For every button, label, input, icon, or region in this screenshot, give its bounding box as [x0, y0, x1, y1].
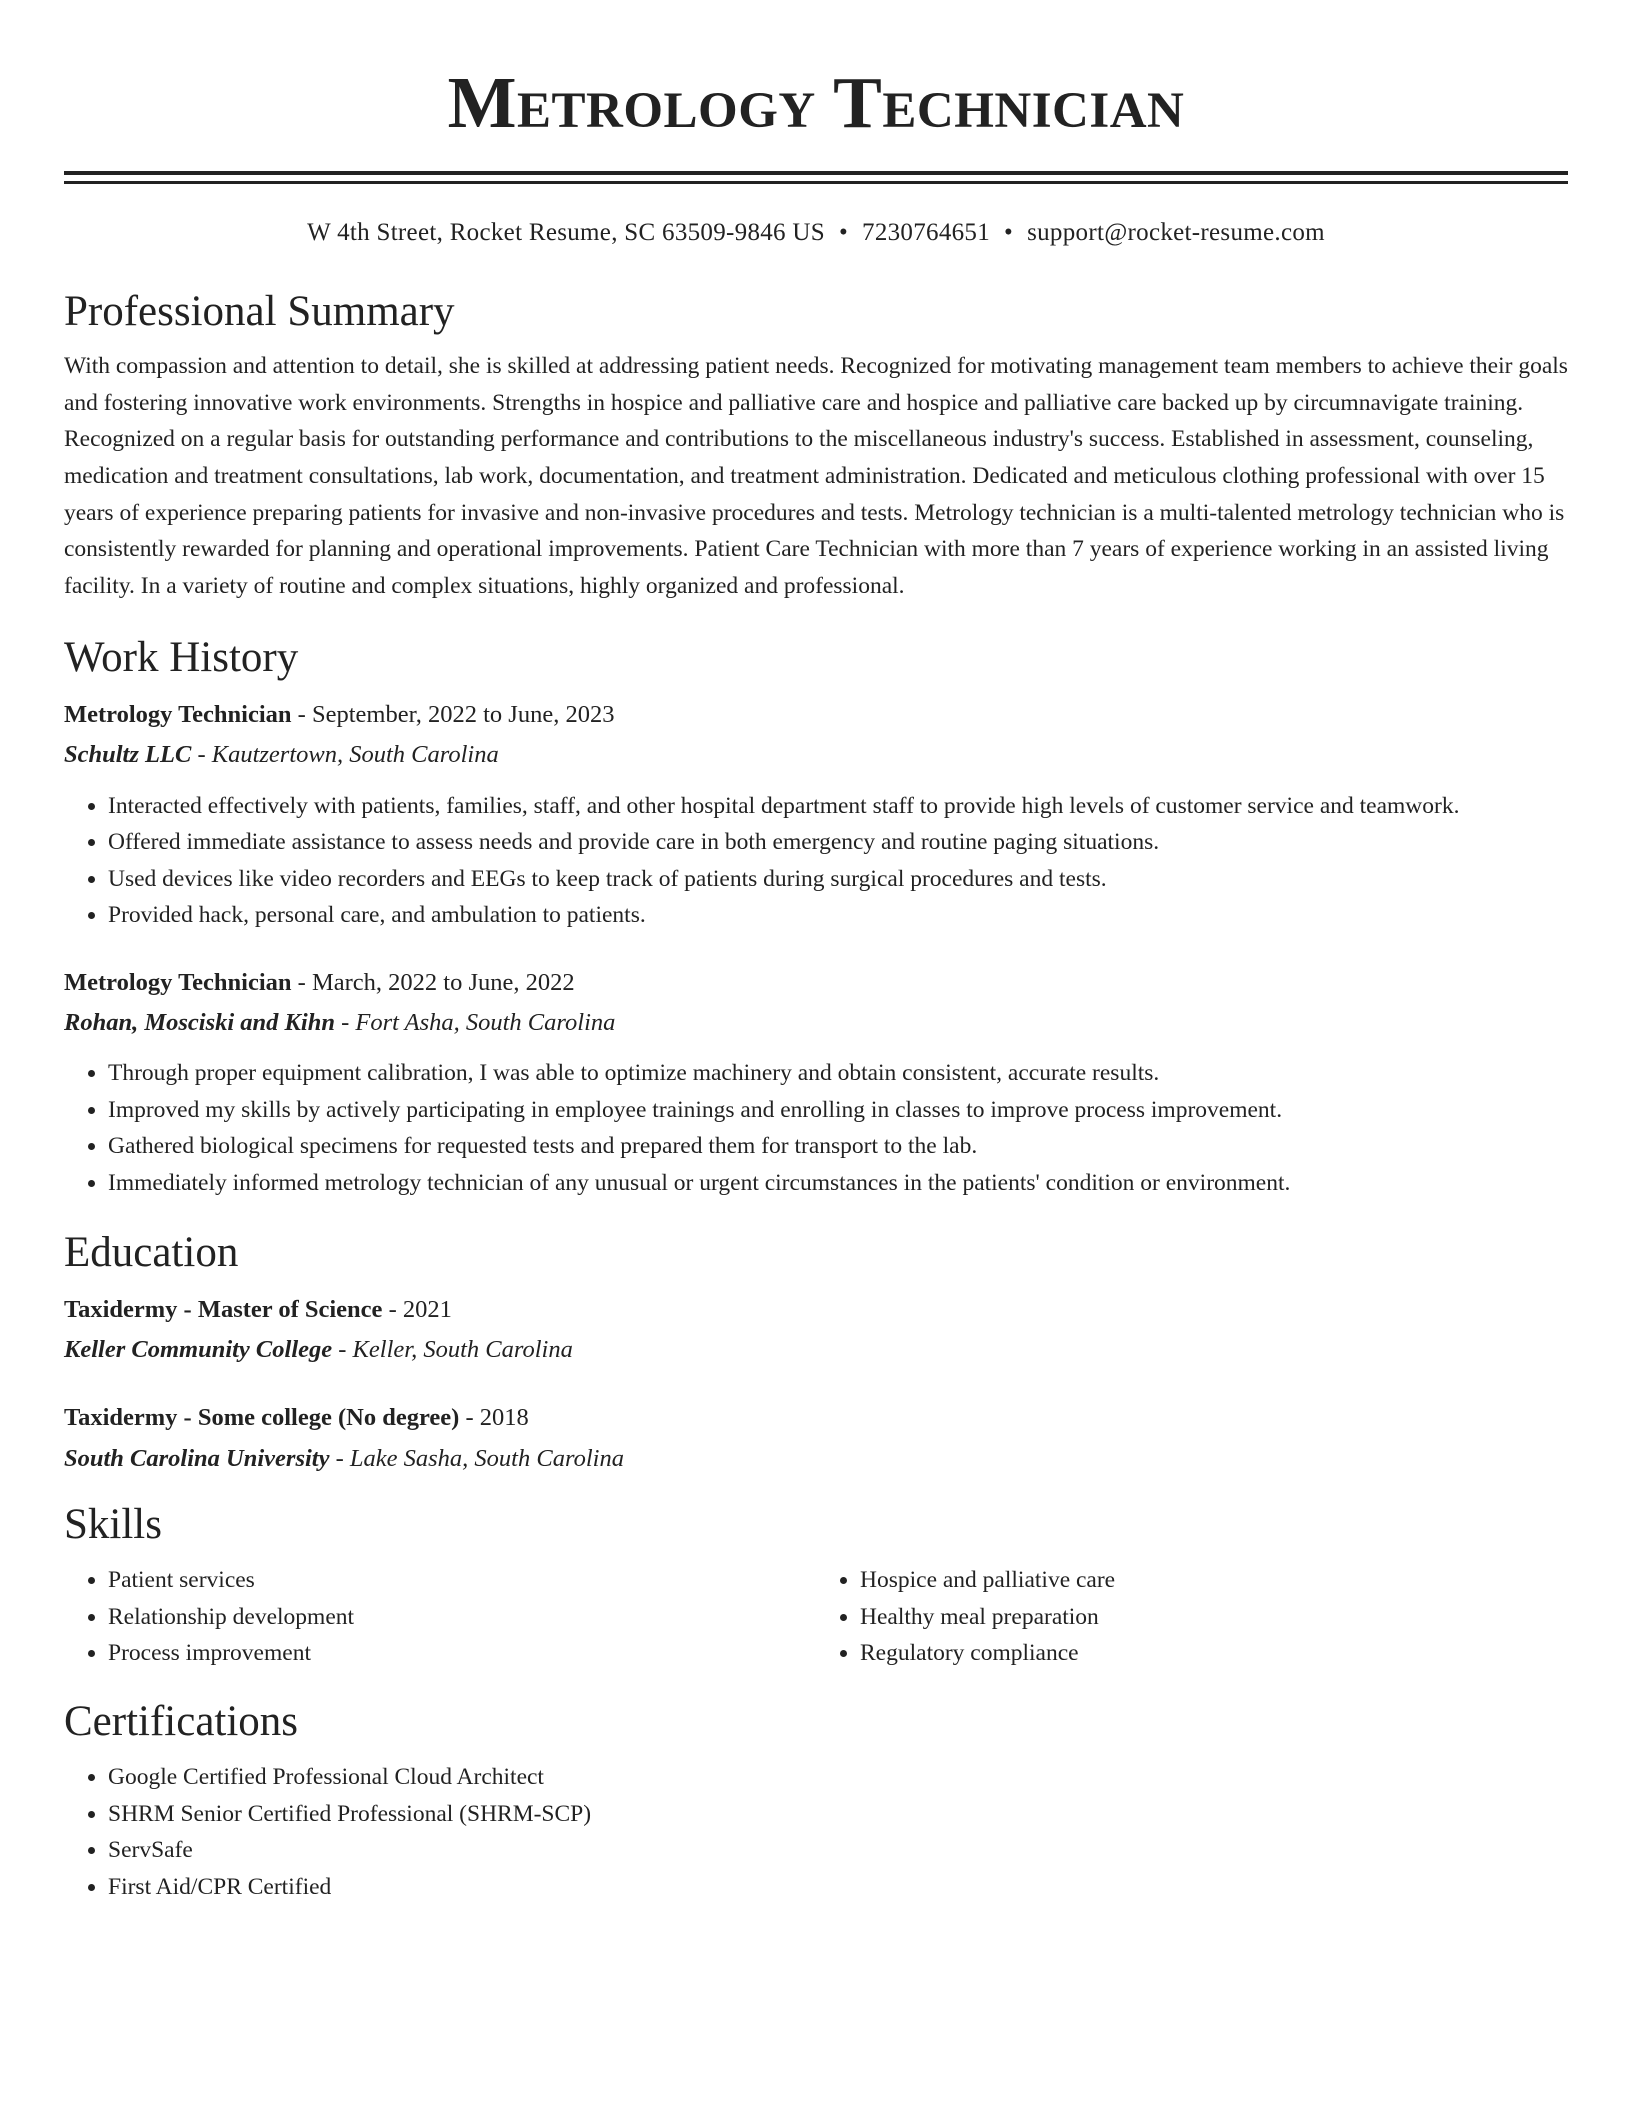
- education-degree: Taxidermy - Some college (No degree): [64, 1404, 460, 1432]
- list-item: • ServSafe: [108, 1832, 1568, 1869]
- list-item: • Relationship development: [108, 1599, 816, 1636]
- list-item: • Through proper equipment calibration, I was able to optimize machinery and obtain consistent, accurate results.: [108, 1055, 1568, 1092]
- job-company-line: [64, 740, 1568, 769]
- education-school: South Carolina University: [64, 1444, 330, 1472]
- section-heading-certifications: Certifications: [64, 1697, 299, 1745]
- skills-section: [64, 1501, 1568, 1672]
- list-item: • Improved my skills by actively participating in employee trainings and enrolling in classes to improve process improvement.: [108, 1092, 1568, 1129]
- education-degree: Taxidermy - Master of Science: [64, 1295, 383, 1323]
- section-heading-summary: Professional Summary: [64, 288, 455, 335]
- education-year: - 2018: [459, 1404, 529, 1432]
- job-company: Rohan, Mosciski and Kihn: [64, 1008, 335, 1036]
- list-item: • Used devices like video recorders and EEGs to keep track of patients during surgical procedures and tests.: [108, 861, 1568, 898]
- education-school: Keller Community College: [64, 1336, 333, 1363]
- job-company-line: [64, 1008, 1568, 1037]
- job-entry: [64, 700, 1568, 934]
- list-item: • Interacted effectively with patients, families, staff, and other hospital department staff to provide high levels of customer service and teamwork.: [108, 788, 1568, 825]
- list-item: • Gathered biological specimens for requested tests and prepared them for transport to the lab.: [108, 1128, 1568, 1165]
- job-location: - Kautzertown, South Carolina: [191, 741, 499, 769]
- job-dates: - March, 2022 to June, 2022: [291, 968, 575, 996]
- work-history-section: [64, 634, 1568, 1201]
- job-location: - Fort Asha, South Carolina: [334, 1008, 616, 1036]
- job-duties-list: [64, 788, 1568, 934]
- list-item: • Offered immediate assistance to assess needs and provide care in both emergency and routine paging situations.: [108, 824, 1568, 861]
- header-divider-thick: [64, 171, 1568, 175]
- job-title: Metrology Technician: [64, 700, 292, 728]
- job-title: Metrology Technician: [64, 968, 292, 996]
- header-divider-thin: [64, 181, 1568, 184]
- contact-separator: •: [1004, 219, 1014, 246]
- job-company: Schultz LLC: [64, 741, 192, 769]
- list-item: • Google Certified Professional Cloud Architect: [108, 1759, 1568, 1796]
- contact-line: [64, 218, 1568, 248]
- list-item: • Provided hack, personal care, and ambulation to patients.: [108, 897, 1568, 934]
- education-school-line: [64, 1444, 1568, 1473]
- education-entry: [64, 1295, 1568, 1365]
- list-item: • SHRM Senior Certified Professional (SHRM-SCP): [108, 1796, 1568, 1833]
- contact-phone: 7230764651: [862, 219, 991, 246]
- section-heading-skills: Skills: [64, 1501, 162, 1549]
- education-year: - 2021: [382, 1295, 452, 1323]
- list-item: • Patient services: [108, 1562, 816, 1599]
- contact-email: support@rocket-resume.com: [1027, 219, 1325, 246]
- list-item: • Regulatory compliance: [860, 1635, 1568, 1672]
- education-degree-line: [64, 1295, 1568, 1324]
- section-heading-education: Education: [64, 1229, 239, 1277]
- contact-address: W 4th Street, Rocket Resume, SC 63509-9846 US: [307, 219, 825, 246]
- education-location: - Keller, South Carolina: [332, 1336, 573, 1363]
- education-school-line: [64, 1335, 1568, 1364]
- skills-columns: [64, 1562, 1568, 1672]
- education-section: [64, 1229, 1568, 1473]
- summary-section: [64, 288, 1568, 604]
- list-item: • First Aid/CPR Certified: [108, 1869, 1568, 1906]
- job-title-line: [64, 968, 1568, 997]
- skills-list-left: [64, 1562, 816, 1672]
- job-dates: - September, 2022 to June, 2023: [291, 700, 615, 728]
- list-item: • Immediately informed metrology technician of any unusual or urgent circumstances in the patients' condition or environment.: [108, 1165, 1568, 1202]
- education-entry: [64, 1403, 1568, 1473]
- summary-text: With compassion and attention to detail, she is skilled at addressing patient needs. Recognized for motivating management team members to achieve their goals and fostering innovative work environments. Strengths in hospice and palliative care and hospice and palliative care backed up by circumnavigate training. Recognized on a regular basis for outstanding performance and contributions to the miscellaneous industry's success. Established in assessment, counseling, medication and treatment consultations, lab work, documentation, and treatment administration. Dedicated and meticulous clothing professional with over 15 years of experience preparing patients for invasive and non-invasive procedures and tests. Metrology technician is a multi-talented metrology technician who is consistently rewarded for planning and operational improvements. Patient Care Technician with more than 7 years of experience working in an assisted living facility. In a variety of routine and complex situations, highly organized and professional.: [64, 353, 1568, 599]
- certifications-list: [64, 1759, 1568, 1905]
- job-entry: [64, 968, 1568, 1202]
- certifications-section: [64, 1698, 1568, 1905]
- contact-separator: •: [838, 219, 849, 246]
- list-item: • Process improvement: [108, 1635, 816, 1672]
- job-title-line: [64, 700, 1568, 729]
- list-item: • Hospice and palliative care: [860, 1562, 1568, 1599]
- candidate-name: Metrology Technician: [447, 62, 1185, 143]
- education-location: - Lake Sasha, South Carolina: [329, 1444, 624, 1472]
- list-item: • Healthy meal preparation: [860, 1599, 1568, 1636]
- skills-list-right: [816, 1562, 1568, 1672]
- section-heading-work-history: Work History: [64, 634, 299, 682]
- education-degree-line: [64, 1403, 1568, 1432]
- job-duties-list: [64, 1055, 1568, 1201]
